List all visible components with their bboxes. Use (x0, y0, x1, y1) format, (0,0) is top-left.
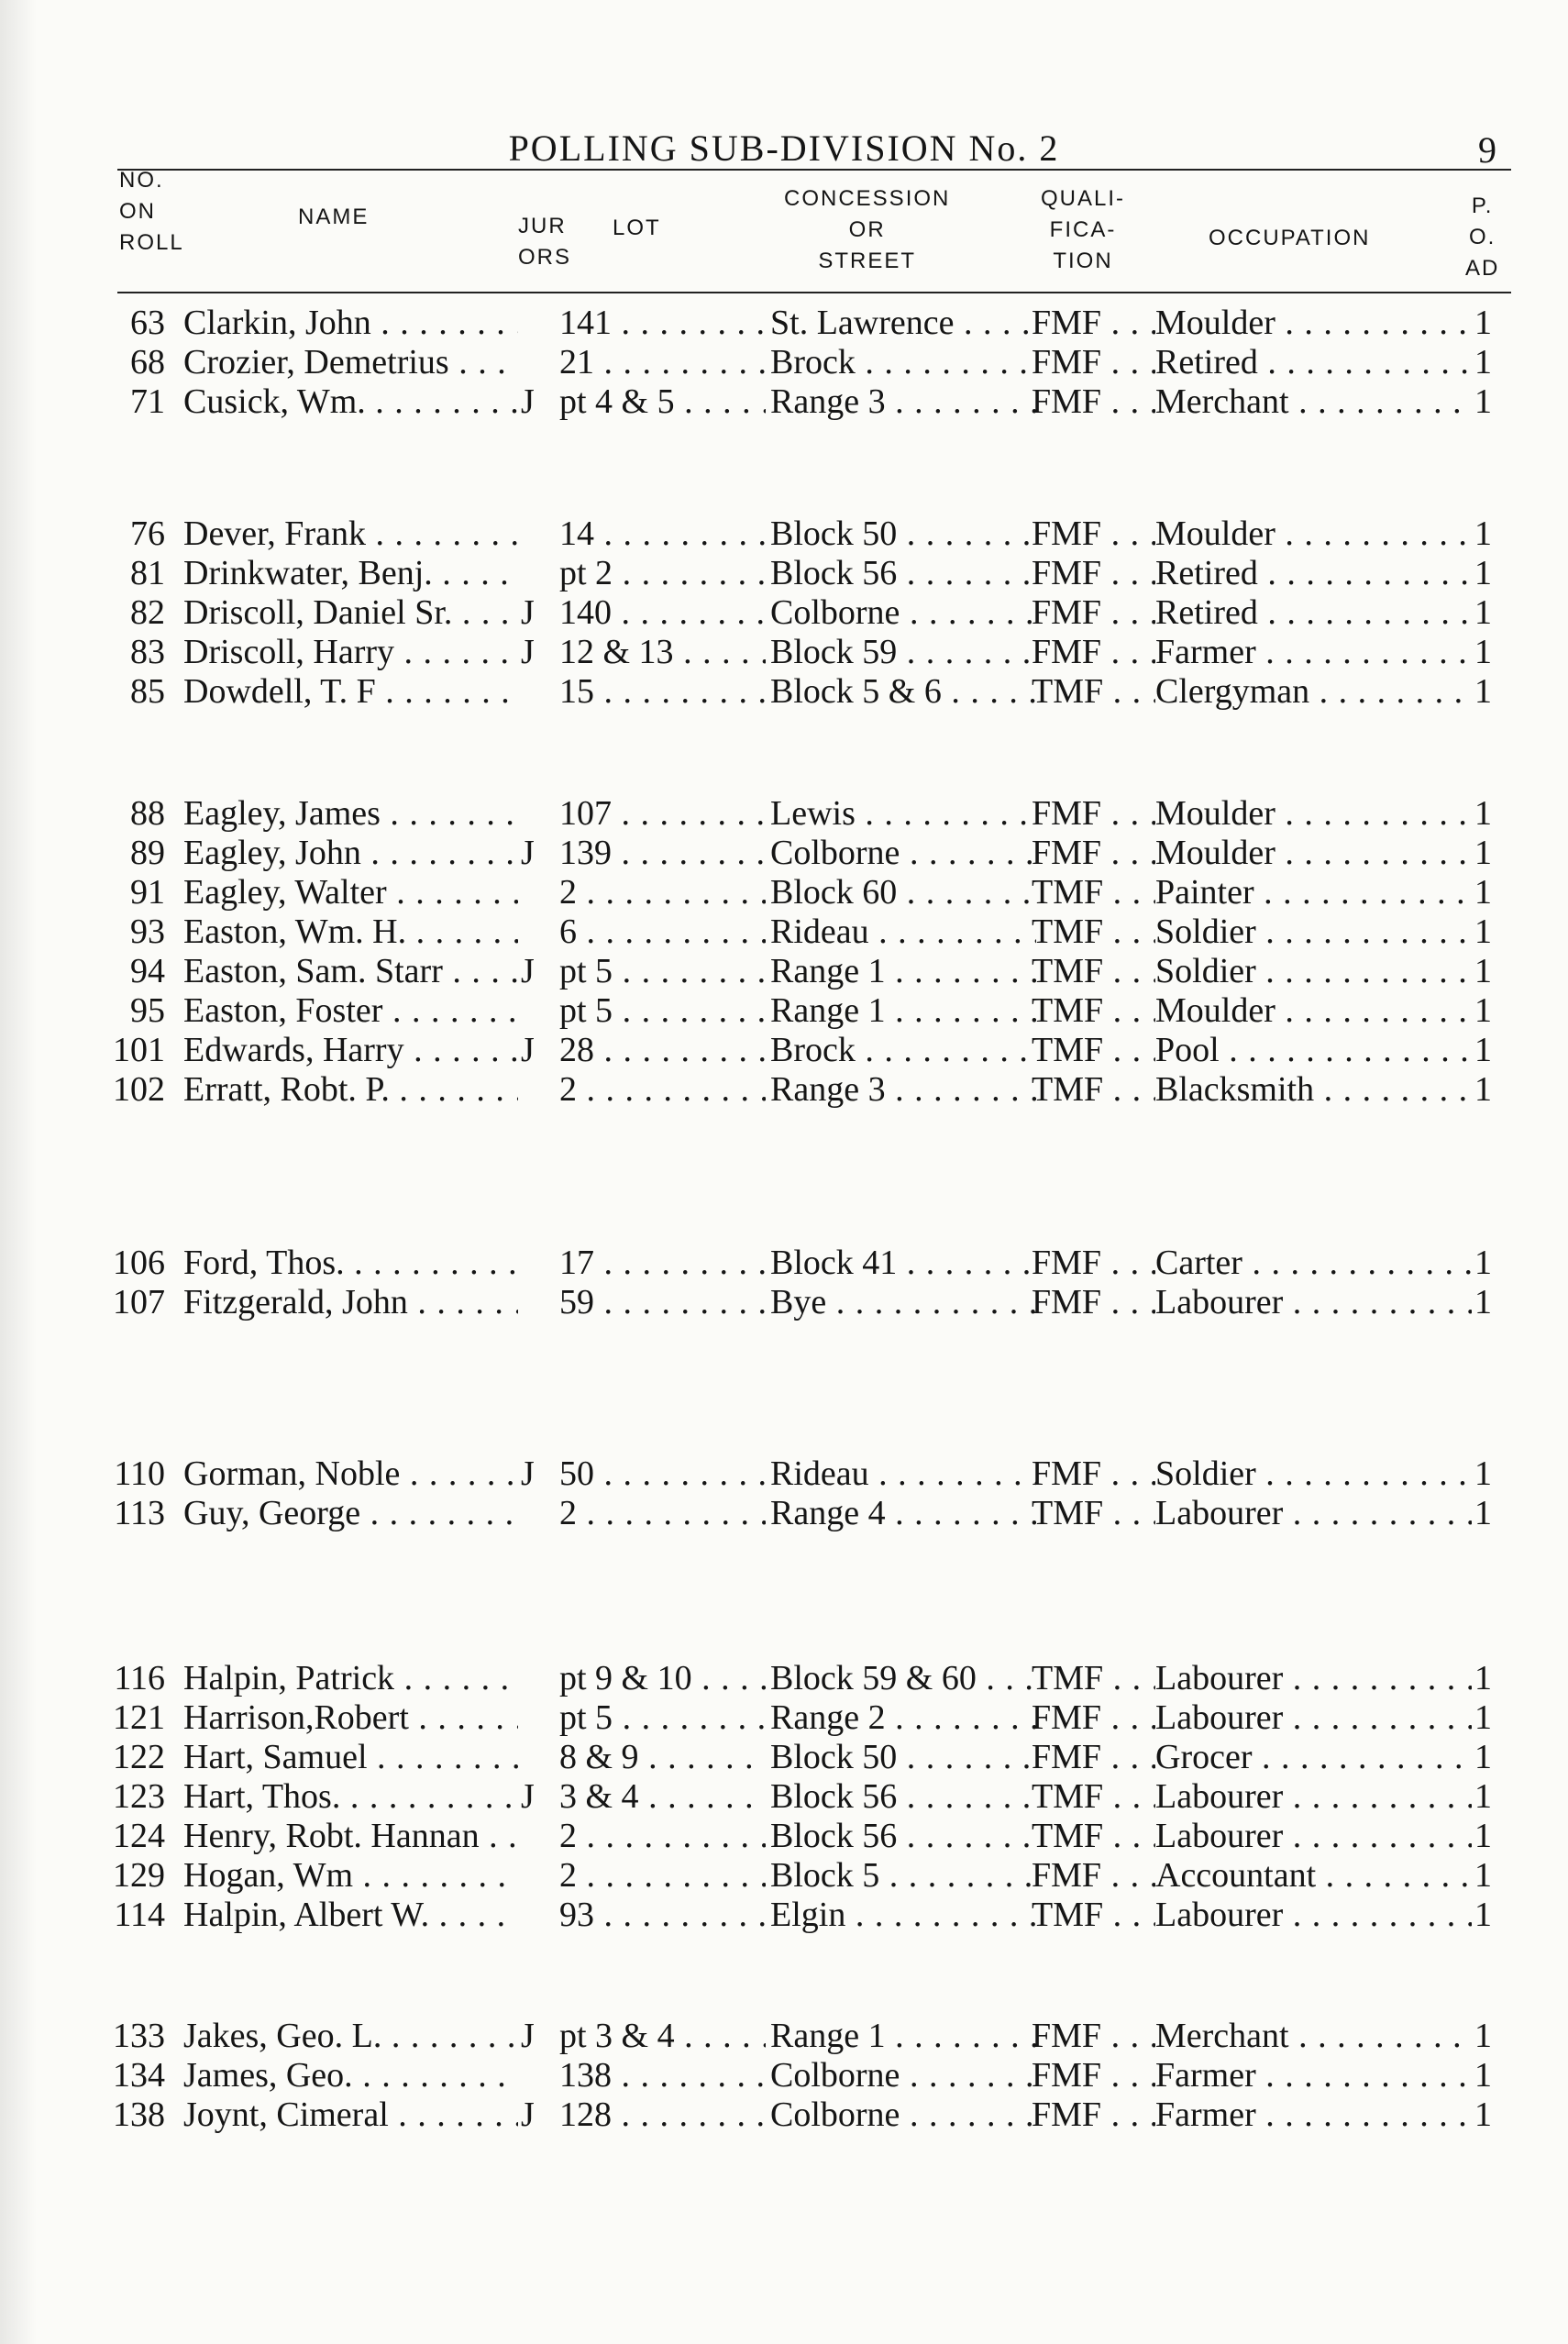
cell-roll: 133 (113, 2017, 165, 2055)
cell-qual: FMF . . . (1032, 1855, 1155, 1896)
cell-name: Eagley, James . . . (183, 793, 518, 834)
cell-qual: TMF . . . (1032, 671, 1155, 712)
cell-street: Range 2 . . . (770, 1697, 1036, 1738)
cell-occ: Moulder . . . (1155, 833, 1472, 873)
cell-name: James, Geo. . . . (183, 2055, 518, 2095)
cell-qual: TMF . . . (1032, 912, 1155, 952)
cell-lot: pt 3 & 4 . . . (559, 2016, 766, 2056)
table-row (0, 1895, 1568, 1935)
cell-pad: 1 (1474, 672, 1492, 711)
cell-qual: FMF . . . (1032, 592, 1155, 633)
cell-street: Block 59 & 60 . . . (770, 1658, 1036, 1698)
cell-pad: 1 (1474, 304, 1492, 342)
table-row (0, 2055, 1568, 2095)
cell-pad: 1 (1474, 1070, 1492, 1109)
cell-pad: 1 (1474, 1777, 1492, 1816)
cell-jur: J (521, 1777, 535, 1816)
cell-lot: 2 . . . (559, 1816, 766, 1856)
cell-lot: 17 . . . (559, 1243, 766, 1283)
cell-street: Block 59 . . . (770, 632, 1036, 672)
header-name: NAME (298, 205, 370, 229)
cell-pad: 1 (1474, 1494, 1492, 1532)
cell-pad: 1 (1474, 1856, 1492, 1895)
cell-lot: pt 9 & 10 . . . (559, 1658, 766, 1698)
cell-roll: 110 (114, 1454, 165, 1493)
cell-roll: 71 (130, 382, 165, 421)
cell-occ: Soldier . . . (1155, 951, 1472, 991)
table-row (0, 1454, 1568, 1494)
cell-roll: 83 (130, 633, 165, 671)
table-row (0, 1243, 1568, 1283)
cell-qual: TMF . . . (1032, 951, 1155, 991)
cell-name: Jakes, Geo. L. . . . (183, 2016, 518, 2056)
cell-jur: J (521, 1031, 535, 1069)
cell-occ: Soldier . . . (1155, 1454, 1472, 1494)
cell-roll: 113 (114, 1494, 165, 1532)
cell-street: Range 3 . . . (770, 1069, 1036, 1110)
cell-jur: J (521, 382, 535, 421)
cell-pad: 1 (1474, 2017, 1492, 2055)
cell-roll: 106 (113, 1244, 165, 1282)
cell-roll: 76 (130, 514, 165, 553)
table-row (0, 1658, 1568, 1698)
cell-roll: 89 (130, 834, 165, 872)
cell-pad: 1 (1474, 554, 1492, 592)
cell-name: Eagley, Walter . . . (183, 872, 518, 912)
cell-pad: 1 (1474, 1283, 1492, 1321)
cell-street: Range 4 . . . (770, 1493, 1036, 1533)
cell-lot: 141 . . . (559, 303, 766, 343)
cell-street: Bye . . . (770, 1282, 1036, 1322)
cell-qual: TMF . . . (1032, 1069, 1155, 1110)
cell-name: Halpin, Albert W. . . . (183, 1895, 518, 1935)
cell-pad: 1 (1474, 1454, 1492, 1493)
cell-pad: 1 (1474, 991, 1492, 1030)
page-title: POLLING SUB-DIVISION No. 2 (508, 127, 1060, 169)
cell-name: Guy, George . . . (183, 1493, 518, 1533)
cell-occ: Moulder . . . (1155, 990, 1472, 1031)
table-row (0, 1030, 1568, 1070)
cell-qual: TMF . . . (1032, 1493, 1155, 1533)
cell-qual: FMF . . . (1032, 632, 1155, 672)
cell-occ: Accountant . . . (1155, 1855, 1472, 1896)
cell-roll: 129 (113, 1856, 165, 1895)
cell-qual: FMF . . . (1032, 2095, 1155, 2135)
cell-lot: 15 . . . (559, 671, 766, 712)
cell-occ: Labourer . . . (1155, 1658, 1472, 1698)
cell-pad: 1 (1474, 1738, 1492, 1776)
cell-pad: 1 (1474, 514, 1492, 553)
cell-roll: 91 (130, 873, 165, 912)
cell-pad: 1 (1474, 794, 1492, 833)
cell-qual: FMF . . . (1032, 303, 1155, 343)
table-row (0, 2095, 1568, 2135)
cell-roll: 85 (130, 672, 165, 711)
cell-lot: pt 5 . . . (559, 951, 766, 991)
cell-street: Colborne . . . (770, 592, 1036, 633)
cell-occ: Merchant . . . (1155, 381, 1472, 422)
cell-name: Halpin, Patrick . . . (183, 1658, 518, 1698)
cell-qual: TMF . . . (1032, 1816, 1155, 1856)
cell-name: Hart, Samuel . . . (183, 1737, 518, 1777)
cell-qual: FMF . . . (1032, 514, 1155, 554)
cell-roll: 102 (113, 1070, 165, 1109)
cell-qual: TMF . . . (1032, 1658, 1155, 1698)
cell-lot: 139 . . . (559, 833, 766, 873)
cell-occ: Farmer . . . (1155, 632, 1472, 672)
table-row (0, 671, 1568, 712)
cell-roll: 88 (130, 794, 165, 833)
cell-pad: 1 (1474, 2095, 1492, 2134)
header-poad: P. O. AD (1465, 193, 1500, 281)
cell-occ: Soldier . . . (1155, 912, 1472, 952)
cell-street: Block 56 . . . (770, 1776, 1036, 1817)
cell-qual: FMF . . . (1032, 793, 1155, 834)
cell-pad: 1 (1474, 1698, 1492, 1737)
table-row (0, 1697, 1568, 1738)
cell-qual: FMF . . . (1032, 833, 1155, 873)
cell-occ: Labourer . . . (1155, 1282, 1472, 1322)
table-row (0, 1069, 1568, 1110)
header-occupation: OCCUPATION (1209, 226, 1371, 250)
cell-roll: 81 (130, 554, 165, 592)
table-row (0, 1776, 1568, 1817)
cell-occ: Moulder . . . (1155, 303, 1472, 343)
cell-pad: 1 (1474, 1031, 1492, 1069)
cell-occ: Painter . . . (1155, 872, 1472, 912)
cell-roll: 107 (113, 1283, 165, 1321)
cell-pad: 1 (1474, 633, 1492, 671)
cell-qual: FMF . . . (1032, 1243, 1155, 1283)
cell-roll: 82 (130, 593, 165, 632)
table-row (0, 342, 1568, 382)
cell-street: Colborne . . . (770, 833, 1036, 873)
header-jurors: JUR ORS (518, 214, 572, 270)
cell-lot: 128 . . . (559, 2095, 766, 2135)
cell-street: Range 1 . . . (770, 990, 1036, 1031)
cell-roll: 116 (114, 1659, 165, 1697)
cell-pad: 1 (1474, 382, 1492, 421)
table-row (0, 553, 1568, 593)
table-row (0, 1282, 1568, 1322)
cell-qual: FMF . . . (1032, 1454, 1155, 1494)
cell-lot: 8 & 9 . . . (559, 1737, 766, 1777)
cell-occ: Retired . . . (1155, 342, 1472, 382)
cell-occ: Moulder . . . (1155, 514, 1472, 554)
cell-occ: Labourer . . . (1155, 1776, 1472, 1817)
cell-lot: 140 . . . (559, 592, 766, 633)
cell-street: Rideau . . . (770, 1454, 1036, 1494)
cell-street: Colborne . . . (770, 2095, 1036, 2135)
table-row (0, 793, 1568, 834)
cell-name: Easton, Foster . . . (183, 990, 518, 1031)
table-row (0, 303, 1568, 343)
cell-name: Drinkwater, Benj. . . . (183, 553, 518, 593)
cell-occ: Clergyman . . . (1155, 671, 1472, 712)
cell-roll: 138 (113, 2095, 165, 2134)
cell-roll: 122 (113, 1738, 165, 1776)
cell-occ: Farmer . . . (1155, 2095, 1472, 2135)
cell-name: Driscoll, Harry . . . (183, 632, 518, 672)
cell-pad: 1 (1474, 593, 1492, 632)
table-row (0, 632, 1568, 672)
table-row (0, 990, 1568, 1031)
cell-street: Rideau . . . (770, 912, 1036, 952)
cell-qual: TMF . . . (1032, 990, 1155, 1031)
cell-pad: 1 (1474, 873, 1492, 912)
cell-occ: Labourer . . . (1155, 1697, 1472, 1738)
page-number: 9 (1478, 129, 1496, 171)
cell-name: Ford, Thos. . . . (183, 1243, 518, 1283)
cell-lot: 93 . . . (559, 1895, 766, 1935)
cell-lot: 12 & 13 . . . (559, 632, 766, 672)
cell-street: Lewis . . . (770, 793, 1036, 834)
cell-jur: J (521, 2095, 535, 2134)
cell-name: Joynt, Cimeral . . . (183, 2095, 518, 2135)
cell-lot: 2 . . . (559, 1069, 766, 1110)
cell-name: Harrison,Robert . . . (183, 1697, 518, 1738)
cell-roll: 94 (130, 952, 165, 990)
cell-lot: 6 . . . (559, 912, 766, 952)
cell-lot: 3 & 4 . . . (559, 1776, 766, 1817)
cell-roll: 124 (113, 1817, 165, 1855)
cell-lot: pt 2 . . . (559, 553, 766, 593)
cell-occ: Retired . . . (1155, 553, 1472, 593)
table-row (0, 592, 1568, 633)
cell-street: Brock . . . (770, 1030, 1036, 1070)
cell-pad: 1 (1474, 1659, 1492, 1697)
cell-lot: 2 . . . (559, 1855, 766, 1896)
cell-occ: Labourer . . . (1155, 1816, 1472, 1856)
cell-occ: Moulder . . . (1155, 793, 1472, 834)
cell-lot: 107 . . . (559, 793, 766, 834)
cell-qual: FMF . . . (1032, 1697, 1155, 1738)
cell-jur: J (521, 633, 535, 671)
cell-street: Block 60 . . . (770, 872, 1036, 912)
cell-occ: Labourer . . . (1155, 1493, 1472, 1533)
cell-street: Block 5 & 6 . . . (770, 671, 1036, 712)
cell-lot: 28 . . . (559, 1030, 766, 1070)
cell-name: Driscoll, Daniel Sr. . . . (183, 592, 518, 633)
table-row (0, 1737, 1568, 1777)
cell-qual: FMF . . . (1032, 381, 1155, 422)
cell-name: Erratt, Robt. P. . . . (183, 1069, 518, 1110)
cell-roll: 101 (113, 1031, 165, 1069)
cell-street: Block 50 . . . (770, 514, 1036, 554)
cell-lot: 21 . . . (559, 342, 766, 382)
cell-jur: J (521, 593, 535, 632)
cell-pad: 1 (1474, 1896, 1492, 1934)
cell-pad: 1 (1474, 343, 1492, 381)
cell-roll: 95 (130, 991, 165, 1030)
cell-name: Dowdell, T. F . . . (183, 671, 518, 712)
cell-pad: 1 (1474, 1817, 1492, 1855)
cell-street: Block 56 . . . (770, 1816, 1036, 1856)
header-qualification: QUALI- FICA- TION (1041, 186, 1126, 273)
cell-name: Henry, Robt. Hannan . . . (183, 1816, 518, 1856)
cell-street: Block 56 . . . (770, 553, 1036, 593)
cell-pad: 1 (1474, 2056, 1492, 2095)
cell-name: Cusick, Wm. . . . (183, 381, 518, 422)
cell-street: Block 5 . . . (770, 1855, 1036, 1896)
cell-roll: 63 (130, 304, 165, 342)
cell-jur: J (521, 952, 535, 990)
cell-street: Elgin . . . (770, 1895, 1036, 1935)
cell-lot: 14 . . . (559, 514, 766, 554)
table-row (0, 912, 1568, 952)
header-lot: LOT (613, 216, 661, 240)
cell-qual: FMF . . . (1032, 1282, 1155, 1322)
cell-occ: Grocer . . . (1155, 1737, 1472, 1777)
cell-name: Dever, Frank . . . (183, 514, 518, 554)
cell-qual: FMF . . . (1032, 1737, 1155, 1777)
cell-lot: 2 . . . (559, 872, 766, 912)
cell-pad: 1 (1474, 912, 1492, 951)
cell-name: Easton, Sam. Starr . . . (183, 951, 518, 991)
cell-lot: 2 . . . (559, 1493, 766, 1533)
cell-qual: TMF . . . (1032, 1030, 1155, 1070)
cell-qual: FMF . . . (1032, 2055, 1155, 2095)
cell-street: Colborne . . . (770, 2055, 1036, 2095)
table-row (0, 2016, 1568, 2056)
cell-name: Easton, Wm. H. . . . (183, 912, 518, 952)
cell-lot: 59 . . . (559, 1282, 766, 1322)
cell-roll: 114 (114, 1896, 165, 1934)
table-row (0, 381, 1568, 422)
cell-jur: J (521, 1454, 535, 1493)
cell-roll: 134 (113, 2056, 165, 2095)
cell-street: Range 1 . . . (770, 951, 1036, 991)
cell-street: St. Lawrence . . . (770, 303, 1036, 343)
cell-qual: TMF . . . (1032, 1895, 1155, 1935)
header-roll: NO. ON ROLL (119, 168, 184, 255)
table-row (0, 1493, 1568, 1533)
table-row (0, 514, 1568, 554)
table-row (0, 833, 1568, 873)
cell-lot: pt 4 & 5 . . . (559, 381, 766, 422)
cell-street: Block 41 . . . (770, 1243, 1036, 1283)
cell-pad: 1 (1474, 834, 1492, 872)
cell-lot: pt 5 . . . (559, 990, 766, 1031)
cell-jur: J (521, 2017, 535, 2055)
cell-occ: Retired . . . (1155, 592, 1472, 633)
cell-occ: Farmer . . . (1155, 2055, 1472, 2095)
cell-street: Range 1 . . . (770, 2016, 1036, 2056)
cell-pad: 1 (1474, 952, 1492, 990)
cell-name: Fitzgerald, John . . . (183, 1282, 518, 1322)
cell-qual: FMF . . . (1032, 2016, 1155, 2056)
cell-street: Brock . . . (770, 342, 1036, 382)
table-row (0, 1855, 1568, 1896)
cell-qual: FMF . . . (1032, 342, 1155, 382)
cell-occ: Labourer . . . (1155, 1895, 1472, 1935)
cell-name: Crozier, Demetrius . . . (183, 342, 518, 382)
cell-qual: TMF . . . (1032, 1776, 1155, 1817)
cell-occ: Merchant . . . (1155, 2016, 1472, 2056)
cell-lot: 138 . . . (559, 2055, 766, 2095)
cell-name: Gorman, Noble . . . (183, 1454, 518, 1494)
header-street: CONCESSION OR STREET (784, 186, 951, 273)
cell-roll: 68 (130, 343, 165, 381)
table-row (0, 951, 1568, 991)
cell-name: Edwards, Harry . . . (183, 1030, 518, 1070)
cell-qual: FMF . . . (1032, 553, 1155, 593)
cell-roll: 121 (113, 1698, 165, 1737)
cell-occ: Pool . . . (1155, 1030, 1472, 1070)
cell-lot: pt 5 . . . (559, 1697, 766, 1738)
cell-name: Eagley, John . . . (183, 833, 518, 873)
cell-qual: TMF . . . (1032, 872, 1155, 912)
cell-name: Clarkin, John . . . (183, 303, 518, 343)
table-row (0, 1816, 1568, 1856)
cell-lot: 50 . . . (559, 1454, 766, 1494)
cell-pad: 1 (1474, 1244, 1492, 1282)
cell-roll: 123 (113, 1777, 165, 1816)
cell-street: Range 3 . . . (770, 381, 1036, 422)
cell-occ: Blacksmith . . . (1155, 1069, 1472, 1110)
cell-roll: 93 (130, 912, 165, 951)
cell-name: Hogan, Wm . . . (183, 1855, 518, 1896)
cell-street: Block 50 . . . (770, 1737, 1036, 1777)
table-row (0, 872, 1568, 912)
cell-name: Hart, Thos. . . . (183, 1776, 518, 1817)
cell-jur: J (521, 834, 535, 872)
cell-occ: Carter . . . (1155, 1243, 1472, 1283)
